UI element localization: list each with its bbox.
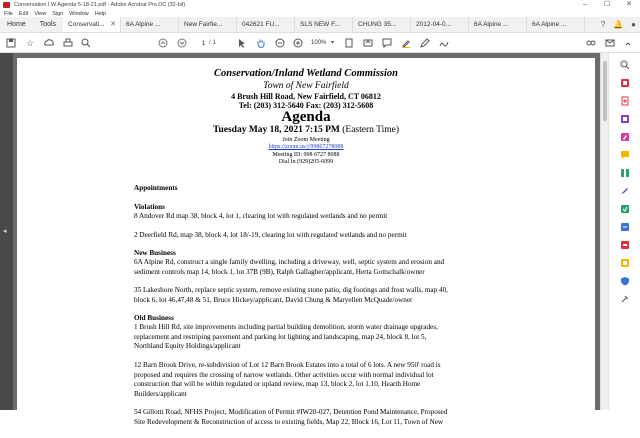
doc-tab-label: Conservati... bbox=[68, 21, 105, 28]
doc-tab-label: 6A Alpine ... bbox=[474, 21, 509, 28]
doc-tab-label: 2012-04-0... bbox=[416, 21, 452, 28]
select-cursor-icon[interactable] bbox=[236, 37, 248, 49]
left-panel-toggle[interactable] bbox=[0, 53, 13, 410]
old-business-2-line-1: 12 Barn Brook Drive, re-subdivision of Lot 12 Barn Brook Estates into a total of 6 lots. A new 950' road is bbox=[134, 361, 441, 369]
tab-tools[interactable]: Tools bbox=[39, 21, 57, 28]
agenda-heading: Agenda bbox=[281, 109, 331, 125]
zoom-dropdown-icon[interactable]: ▾ bbox=[331, 40, 335, 46]
find-icon[interactable] bbox=[80, 37, 92, 49]
section-new-business: New Business bbox=[134, 249, 176, 257]
doc-tab-new-fairfield[interactable] bbox=[179, 17, 237, 32]
close-window-button[interactable]: ✕ bbox=[626, 1, 632, 8]
next-page-icon[interactable] bbox=[176, 37, 188, 49]
send-email-icon[interactable] bbox=[604, 37, 616, 49]
menu-window[interactable]: Window bbox=[69, 11, 89, 17]
redact-icon[interactable] bbox=[619, 239, 631, 251]
zoom-join-text: Join Zoom Meeting bbox=[282, 137, 330, 143]
doc-tab-chung[interactable] bbox=[353, 17, 411, 32]
old-business-3-line-1: 54 Gillotti Road, NFHS Project, Modification of Permit #IW20-027, Detention Pond Maintenance, Proposed bbox=[134, 408, 448, 416]
highlight-icon[interactable] bbox=[400, 37, 412, 49]
zoom-link[interactable]: https://zoom.us/j/99867278088 bbox=[268, 144, 344, 150]
window-controls bbox=[574, 0, 640, 10]
menu-edit[interactable]: Edit bbox=[18, 11, 29, 17]
commission-title: Conservation/Inland Wetland Commission bbox=[214, 68, 398, 79]
doc-tab-2012[interactable] bbox=[411, 17, 469, 32]
previous-page-icon[interactable] bbox=[157, 37, 169, 49]
meeting-date-bold: Tuesday May 18, 2021 7:15 PM bbox=[213, 125, 340, 135]
save-icon[interactable] bbox=[5, 37, 17, 49]
right-tools-panel bbox=[608, 53, 640, 410]
new-business-1-line-1: 6A Alpine Rd, construct a single family dwelling, including a driveway, well, septic system and erosion and bbox=[134, 258, 445, 266]
account-icon[interactable]: ● bbox=[631, 20, 636, 29]
tab-home[interactable]: Home bbox=[7, 21, 26, 28]
draw-pen-icon[interactable] bbox=[419, 37, 431, 49]
toolbar bbox=[0, 33, 640, 53]
new-business-2-line-1: 35 Lakeshore North, replace septic system, remove existing stone patio, dig footings and frost walls, map 40, bbox=[134, 286, 448, 294]
town-address: 4 Brush Hill Road, New Fairfield, CT 06812 bbox=[231, 92, 381, 101]
create-pdf-icon[interactable] bbox=[619, 95, 631, 107]
comment-tool-icon[interactable] bbox=[619, 149, 631, 161]
meeting-timezone: (Eastern Time) bbox=[339, 125, 399, 135]
edit-pdf-icon[interactable] bbox=[619, 131, 631, 143]
fill-and-sign-icon[interactable] bbox=[619, 185, 631, 197]
collapse-panel-icon[interactable] bbox=[622, 37, 634, 49]
more-tools-icon[interactable] bbox=[619, 293, 631, 305]
document-viewer[interactable] bbox=[13, 53, 600, 426]
zoom-out-icon[interactable] bbox=[274, 37, 286, 49]
doc-tab-label: 6A Alpine ... bbox=[532, 21, 567, 28]
new-business-2-line-2: block 6, lot 46,47,48 & 51, Bruce Hickey/applicant, David Chung & Maryellen McQuade/owner bbox=[134, 296, 413, 304]
page-number-input[interactable] bbox=[199, 38, 208, 48]
menu-sign[interactable]: Sign bbox=[52, 11, 64, 17]
doc-tab-label: 042621 FU... bbox=[242, 21, 280, 28]
minimize-button[interactable]: – bbox=[583, 1, 587, 8]
section-violations: Violations bbox=[134, 203, 165, 211]
scan-ocr-icon[interactable] bbox=[619, 221, 631, 233]
doc-tab-sls-new[interactable] bbox=[295, 17, 353, 32]
vertical-scrollbar[interactable] bbox=[600, 53, 608, 410]
combine-files-icon[interactable] bbox=[619, 113, 631, 125]
old-business-1-line-1: 1 Brush Hill Rd, site improvements including partial building demolition, storm water drainage upgrades, bbox=[134, 323, 438, 331]
search-tool-icon[interactable] bbox=[619, 59, 631, 71]
town-phone: Tel: (203) 312-5640 Fax: (203) 312-5608 bbox=[238, 101, 374, 110]
organize-pages-icon[interactable] bbox=[619, 167, 631, 179]
scrolling-mode-icon[interactable] bbox=[362, 37, 374, 49]
menu-help[interactable]: Help bbox=[94, 11, 107, 17]
scrollbar-thumb[interactable] bbox=[603, 61, 607, 121]
menu-file[interactable]: File bbox=[4, 11, 13, 17]
dial-in: Dial In (929)205-6099 bbox=[278, 159, 334, 165]
doc-tab-label: SLS NEW F... bbox=[300, 21, 340, 28]
new-business-1-line-2: sediment controls map 14, block 1, lot 37B (9B), Ralph Gallagher/applicant, Herta Gottschalk/owner bbox=[134, 268, 425, 276]
tab-bar bbox=[0, 17, 640, 33]
close-tab-icon[interactable]: ✕ bbox=[110, 21, 117, 28]
expand-left-arrow-icon[interactable]: ◂ bbox=[3, 228, 7, 235]
menu-view[interactable]: View bbox=[34, 11, 47, 17]
doc-tab-label: 6A Alpine ... bbox=[126, 21, 161, 28]
tabbar-right-icons bbox=[601, 17, 636, 33]
title-bar bbox=[0, 0, 640, 10]
bookmark-star-icon[interactable]: ☆ bbox=[25, 38, 35, 48]
violation-item-1: 8 Andover Rd map 38, block 4, lot 1, clearing lot with regulated wetlands and no permit bbox=[134, 212, 388, 220]
notifications-icon[interactable]: 🔔 bbox=[613, 20, 624, 29]
doc-tab-6a-alpine-2[interactable] bbox=[469, 17, 527, 32]
pdf-page bbox=[17, 58, 595, 438]
doc-tab-042621[interactable] bbox=[237, 17, 295, 32]
meeting-date bbox=[17, 125, 595, 135]
export-pdf-icon[interactable] bbox=[619, 77, 631, 89]
doc-tab-6a-alpine[interactable] bbox=[121, 17, 179, 32]
acrobat-app-icon bbox=[3, 2, 10, 8]
meeting-id: Meeting ID: 998 6727 8088 bbox=[272, 152, 340, 158]
zoom-link-wrapper bbox=[17, 144, 595, 150]
section-old-business: Old Business bbox=[134, 314, 174, 322]
old-business-2-line-2: proposed and requires the crossing of narrow wetlands. Other activities occur with normal individual lot bbox=[134, 371, 434, 379]
zoom-level[interactable]: 100% bbox=[311, 40, 327, 46]
window-title: Conservation I.W Agenda 5-18-21.pdf - Adobe Acrobat Pro DC (32-bit) bbox=[14, 2, 186, 8]
doc-tab-conservation[interactable] bbox=[63, 17, 121, 32]
share-link-icon[interactable] bbox=[585, 37, 597, 49]
hand-tool-icon[interactable] bbox=[255, 37, 267, 49]
old-business-3-line-2: Site Redevelopment & Reconstruction of access to existing fields, Map 22, Block 16, Lot 11, Town of New bbox=[134, 418, 444, 426]
section-appointments: Appointments bbox=[134, 184, 178, 192]
comment-icon[interactable] bbox=[381, 37, 393, 49]
stamp-icon[interactable] bbox=[619, 257, 631, 269]
fit-page-icon[interactable] bbox=[343, 37, 355, 49]
send-for-signature-icon[interactable] bbox=[619, 203, 631, 215]
upload-cloud-icon[interactable] bbox=[43, 37, 55, 49]
zoom-in-icon[interactable] bbox=[292, 37, 304, 49]
page-total: / 1 bbox=[209, 39, 217, 46]
old-business-2-line-4: Builders/applicant bbox=[134, 390, 187, 398]
help-icon[interactable]: ? bbox=[600, 20, 606, 29]
old-business-1-line-2: replacement and restriping pavement and parking lot lighting and landscaping, map 24, block 8, lot 5, bbox=[134, 333, 427, 341]
old-business-2-line-3: construction that will be within regulated or upland review, map 13, block 2, lot 1.10, Hearth Home bbox=[134, 380, 421, 388]
doc-tab-label: CHUNG 35... bbox=[358, 21, 397, 28]
fill-sign-icon[interactable] bbox=[438, 37, 450, 49]
doc-tab-6a-alpine-3[interactable] bbox=[527, 17, 585, 32]
doc-tab-label: New Fairfie... bbox=[184, 21, 223, 28]
town-name: Town of New Fairfield bbox=[263, 81, 349, 91]
print-icon[interactable] bbox=[62, 37, 74, 49]
protect-icon[interactable] bbox=[619, 275, 631, 287]
old-business-1-line-3: Northland Equity Holdings/applicant bbox=[134, 342, 241, 350]
maximize-button[interactable]: ☐ bbox=[603, 1, 611, 8]
violation-item-2: 2 Deerfield Rd, map 38, block 4, lot 18/-19, clearing lot with regulated wetlands and no permit bbox=[134, 231, 407, 239]
